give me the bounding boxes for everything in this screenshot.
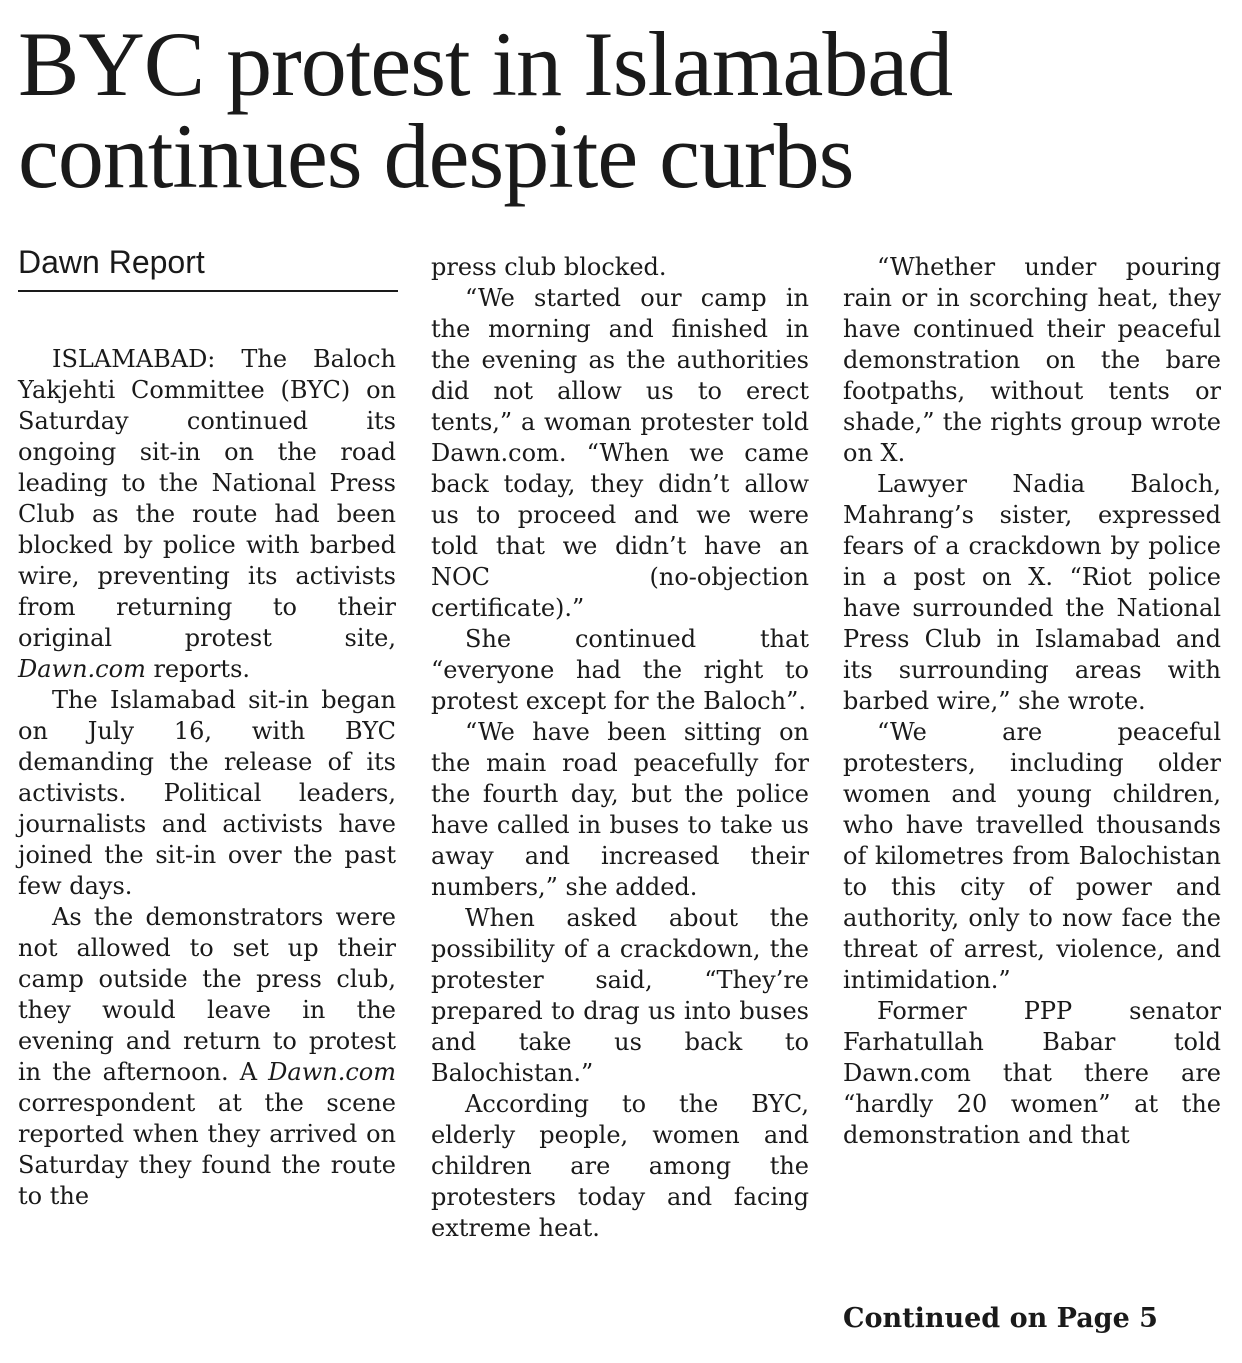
headline-line-1: BYC protest in Islamabad bbox=[18, 13, 953, 115]
headline bbox=[18, 13, 1228, 207]
paragraph: “We have been sitting on the main road peacefully for the fourth day, but the police have called in buses to take us away and increased their numbers,” she added. bbox=[431, 718, 809, 901]
paragraph: Former PPP senator Farhatullah Babar told Dawn.com that there are “hardly 20 women” at the demonstration and that bbox=[843, 997, 1221, 1149]
paragraph: Lawyer Nadia Baloch, Mahrang’s sister, expressed fears of a crackdown by police in a post on X. “Riot police have surrounded the National Press Club in Islamabad and its surrounding areas with barbed wire,” she wrote. bbox=[843, 470, 1221, 715]
article-column-2 bbox=[431, 252, 809, 1244]
paragraph: “We started our camp in the morning and finished in the evening as the authorities did not allow us to erect tents,” a woman protester told Dawn.com. “When we came back today, they didn’t allow us to proceed and we were told that we didn’t have an NOC (no-objection certificate).” bbox=[431, 284, 809, 622]
paragraph: The Islamabad sit-in began on July 16, with BYC demanding the release of its activists. Political leaders, journalists and activists have joined the sit-in over the past few days. bbox=[18, 686, 396, 900]
paragraph bbox=[18, 344, 396, 685]
paragraph: According to the BYC, elderly people, women and children are among the protesters today and facing extreme heat. bbox=[431, 1090, 809, 1242]
paragraph: “Whether under pouring rain or in scorching heat, they have continued their peaceful demonstration on the bare footpaths, without tents or shade,” the rights group wrote on X. bbox=[843, 253, 1221, 467]
paragraph: When asked about the possibility of a crackdown, the protester said, “They’re prepared to drag us into buses and take us back to Balochistan.” bbox=[431, 904, 809, 1087]
paragraph bbox=[18, 902, 396, 1212]
article-column-3 bbox=[843, 252, 1221, 1151]
paragraph-text: reports. bbox=[145, 655, 251, 683]
paragraph: “We are peaceful protesters, including older women and young children, who have travelled thousands of kilometres from Balochistan to this city of power and authority, only to now face the threat of arrest, violence, and intimidation.” bbox=[843, 718, 1221, 994]
paragraph-text: As the demonstrators were not allowed to set up their camp outside the press club, they would leave in the evening and return to protest in the afternoon. A bbox=[18, 903, 396, 1086]
paragraph-text: correspondent at the scene reported when they arrived on Saturday they found the route to the bbox=[18, 1089, 396, 1210]
source-name: Dawn.com bbox=[18, 655, 146, 683]
continued-on-page-link[interactable]: Continued on Page 5 bbox=[843, 1303, 1158, 1334]
article-column-1 bbox=[18, 344, 396, 1212]
paragraph-text: ISLAMABAD: The Baloch Yakjehti Committee (BYC) on Saturday continued its ongoing sit-in on the road leading to the National Press Club as the route had been blocked by police with barbed wire, preventing its activists from returning to their original protest site, bbox=[18, 345, 396, 652]
source-name: Dawn.com bbox=[268, 1058, 396, 1086]
paragraph: press club blocked. bbox=[431, 253, 667, 281]
headline-line-2: continues despite curbs bbox=[18, 105, 854, 207]
byline: Dawn Report bbox=[18, 244, 398, 292]
paragraph: She continued that “everyone had the right to protest except for the Baloch”. bbox=[431, 625, 809, 715]
